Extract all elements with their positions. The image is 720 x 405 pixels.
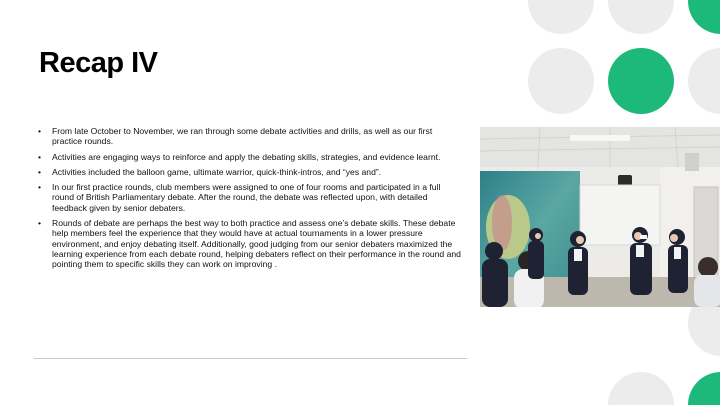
decor-circle-green: [608, 48, 674, 114]
bullet-text: From late October to November, we ran through some debate activities and drills, as well as our first practice rounds.: [52, 126, 433, 147]
slide-title: Recap IV: [39, 47, 158, 79]
bullet-item: [38, 126, 464, 147]
decor-circle-gray: [608, 0, 674, 34]
bullet-text: Activities are engaging ways to reinforce and apply the debating skills, strategies, and evidence learnt.: [52, 151, 441, 162]
bullet-list: [38, 126, 464, 275]
decor-circle-green: [688, 0, 720, 34]
bullet-text: In our first practice rounds, club members were assigned to one of four rooms and participated in a full round of British Parliamentary debate. After the round, the debate was reflected upon, with detailed feedback given by senior debaters.: [52, 182, 441, 213]
decor-circle-gray: [528, 48, 594, 114]
bullet-item: [38, 218, 464, 269]
bullet-item: [38, 152, 464, 162]
bullet-item: [38, 182, 464, 213]
decor-circle-gray: [608, 372, 674, 405]
bullet-dot-icon: •: [38, 126, 42, 136]
bullet-dot-icon: •: [38, 151, 42, 162]
decor-circle-gray: [528, 0, 594, 34]
decor-circle-gray: [688, 48, 720, 114]
bullet-dot-icon: •: [38, 166, 42, 177]
decor-circle-green: [688, 372, 720, 405]
bullet-dot-icon: •: [38, 218, 42, 229]
footer-divider: [34, 358, 467, 359]
classroom-photo: [480, 127, 720, 307]
bullet-text: Activities included the balloon game, ultimate warrior, quick-think-intros, and “yes and”.: [52, 166, 382, 177]
bullet-dot-icon: •: [38, 182, 42, 193]
bullet-item: [38, 167, 464, 177]
bullet-text: Rounds of debate are perhaps the best way to both practice and assess one’s debate skills. These debate help members feel the experience that they would have at actual tournaments in a lower pressure environment, and enjoy debating itself. Additionally, good judging from our senior debaters maximized the learning experience from each debate round, helping debaters reflect on their performance in the round and pointing them to specific skills they can work on improving .: [52, 218, 461, 270]
